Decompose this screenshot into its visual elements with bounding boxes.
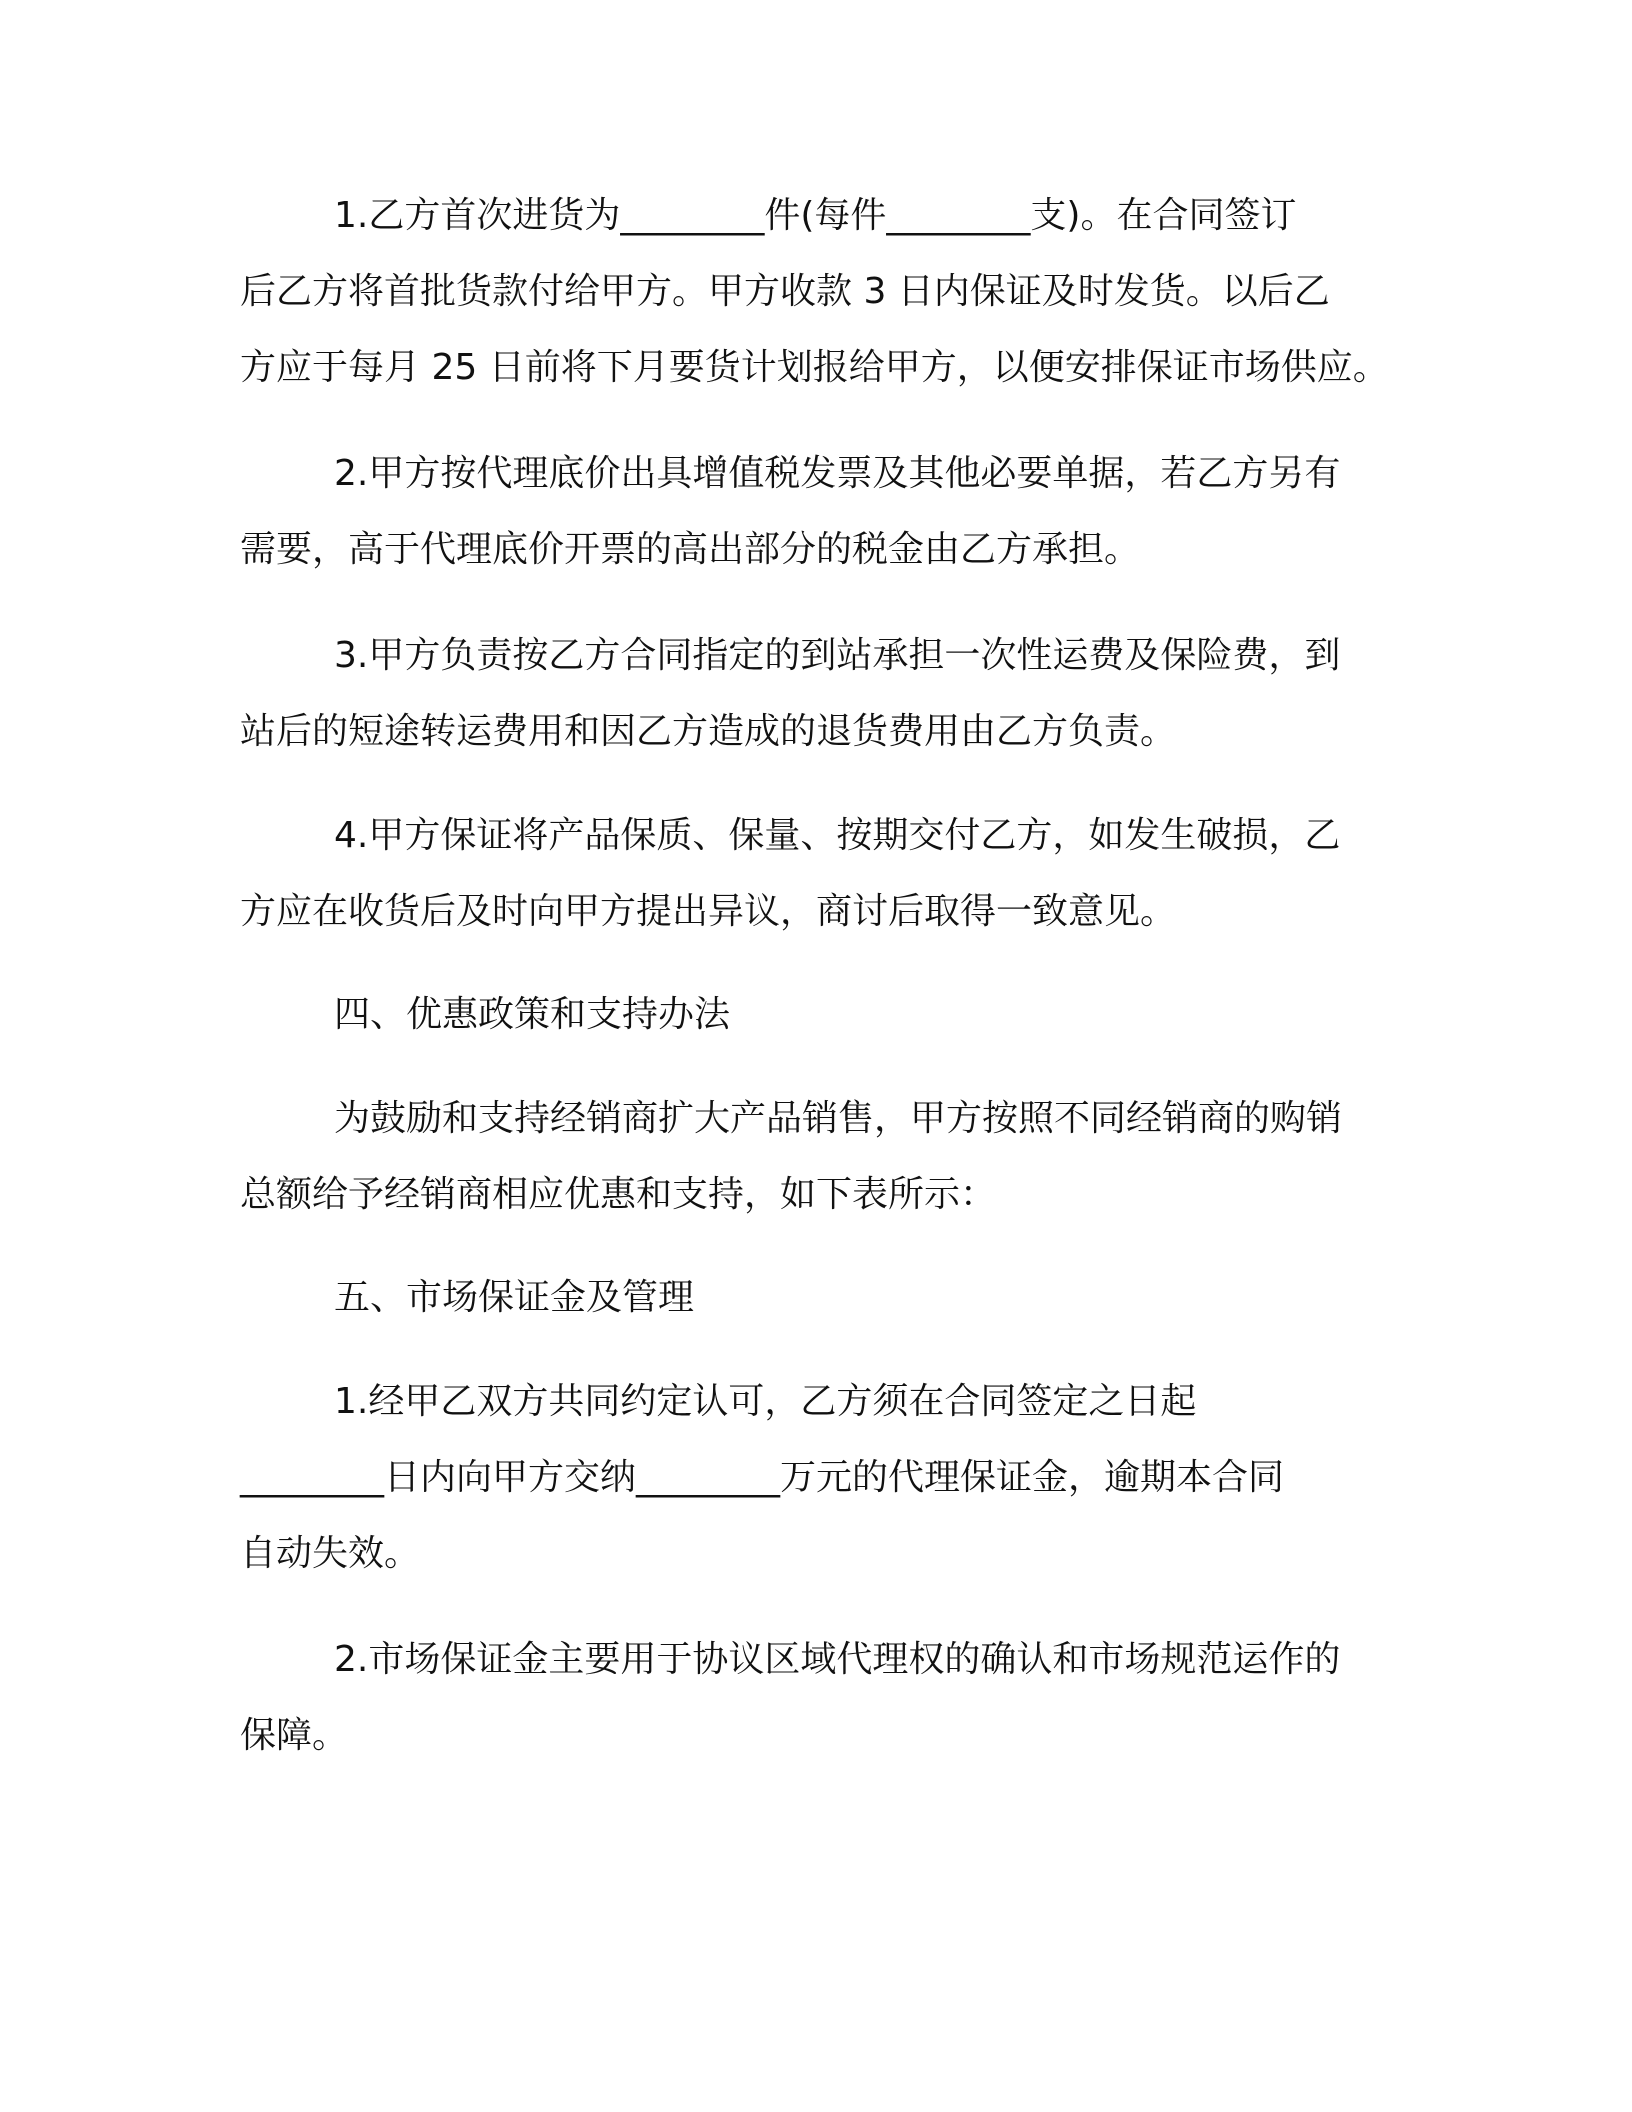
paragraph-line: 2.市场保证金主要用于协议区域代理权的确认和市场规范运作的 xyxy=(334,1639,1341,1680)
paragraph-deposit-purpose xyxy=(240,1622,1390,1774)
section-heading-five xyxy=(240,1260,1390,1336)
paragraph-quality xyxy=(240,798,1390,950)
section-heading-four xyxy=(240,977,1390,1053)
paragraph-line: 4.甲方保证将产品保质、保量、按期交付乙方，如发生破损，乙 xyxy=(334,815,1341,856)
paragraph-line: 为鼓励和支持经销商扩大产品销售，甲方按照不同经销商的购销 xyxy=(334,1098,1343,1139)
paragraph-line: 方应于每月 25 日前将下月要货计划报给甲方，以便安排保证市场供应。 xyxy=(240,347,1389,388)
paragraph-line: 3.甲方负责按乙方合同指定的到站承担一次性运费及保险费，到 xyxy=(334,635,1341,676)
section-heading-text: 五、市场保证金及管理 xyxy=(334,1277,695,1318)
paragraph-line: 后乙方将首批货款付给甲方。甲方收款 3 日内保证及时发货。以后乙 xyxy=(240,271,1330,312)
paragraph-deposit xyxy=(240,1364,1390,1592)
paragraph-line: 总额给予经销商相应优惠和支持，如下表所示： xyxy=(240,1174,997,1215)
paragraph-invoice xyxy=(240,436,1390,588)
paragraph-line: ________日内向甲方交纳________万元的代理保证金，逾期本合同 xyxy=(240,1457,1285,1498)
paragraph-line: 1.乙方首次进货为________件(每件________支)。在合同签订 xyxy=(334,195,1297,236)
paragraph-line: 2.甲方按代理底价出具增值税发票及其他必要单据，若乙方另有 xyxy=(334,453,1341,494)
paragraph-line: 1.经甲乙双方共同约定认可，乙方须在合同签定之日起 xyxy=(334,1381,1197,1422)
paragraph-first-delivery xyxy=(240,178,1390,406)
section-heading-text: 四、优惠政策和支持办法 xyxy=(334,994,731,1035)
paragraph-line: 保障。 xyxy=(240,1715,349,1756)
paragraph-line: 自动失效。 xyxy=(240,1533,421,1574)
paragraph-line: 方应在收货后及时向甲方提出异议，商讨后取得一致意见。 xyxy=(240,891,1177,932)
paragraph-freight xyxy=(240,618,1390,770)
paragraph-incentives xyxy=(240,1081,1390,1233)
paragraph-line: 站后的短途转运费用和因乙方造成的退货费用由乙方负责。 xyxy=(240,711,1177,752)
paragraph-line: 需要，高于代理底价开票的高出部分的税金由乙方承担。 xyxy=(240,529,1141,570)
